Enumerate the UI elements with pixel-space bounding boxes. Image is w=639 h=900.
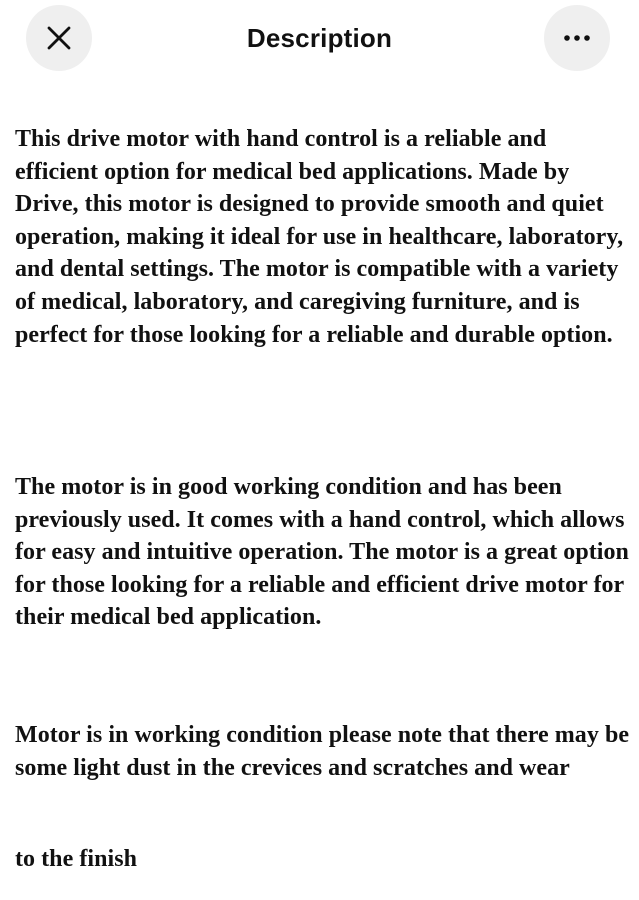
header-bar — [0, 0, 639, 76]
description-paragraph: Motor is in working condition please note that there may be some light dust in the crevices and scratches and wear — [15, 722, 630, 781]
page-title: Description — [246, 23, 393, 53]
close-icon — [47, 26, 71, 50]
more-horizontal-icon — [563, 34, 591, 42]
description-paragraph: to the finish — [15, 846, 137, 872]
more-options-button[interactable] — [544, 5, 610, 71]
description-paragraph: The motor is in good working condition and has been previously used. It comes with a hand control, which allows for easy and intuitive operation. The motor is a great option for those looking for a reliable and efficient drive motor for their medical bed application. — [15, 474, 629, 631]
close-button[interactable] — [26, 5, 92, 71]
description-paragraph: This drive motor with hand control is a reliable and efficient option for medical bed applications. Made by Drive, this motor is designed to provide smooth and quiet operation, making it ideal for use in healthcare, laboratory, and dental settings. The motor is compatible with a variety of medical, laboratory, and caregiving furniture, and is perfect for those looking for a reliable and durable option. — [15, 126, 624, 348]
